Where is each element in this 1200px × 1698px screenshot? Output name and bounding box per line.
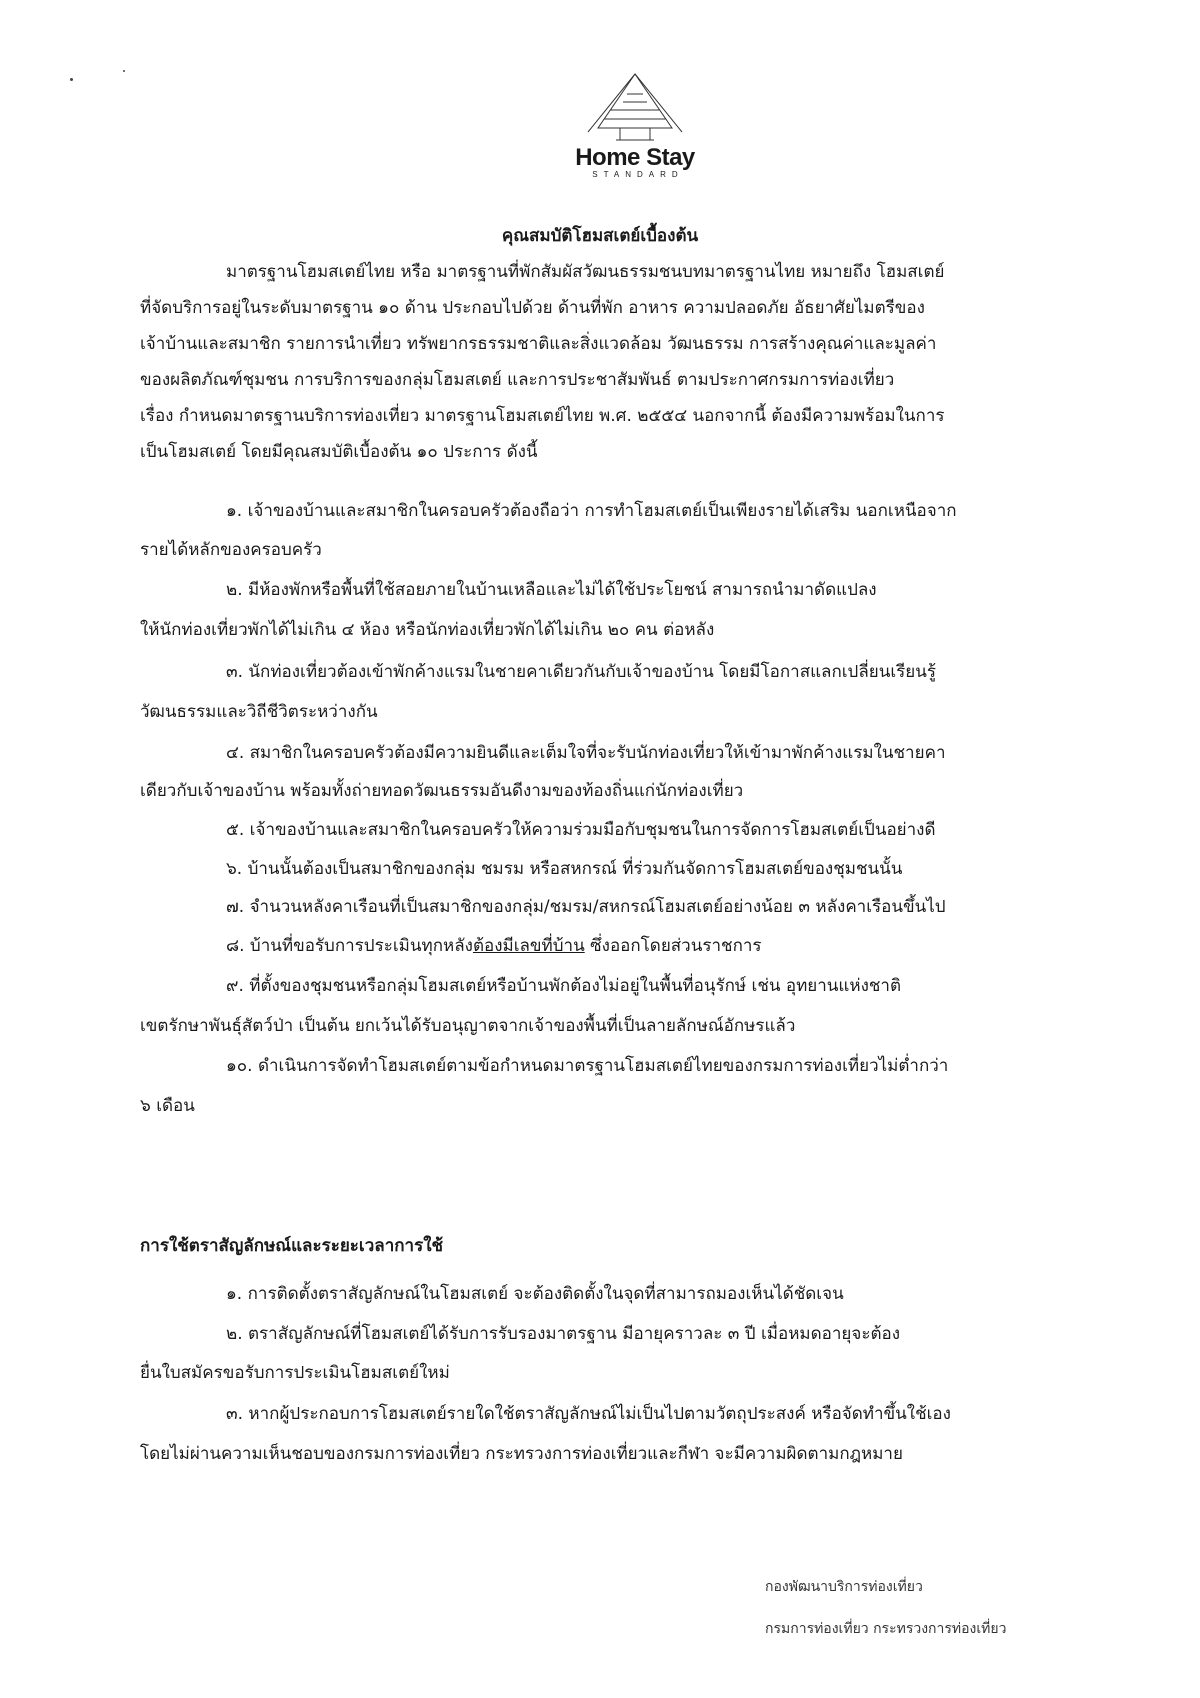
qualification-item-7: ๗. จำนวนหลังคาเรือนที่เป็นสมาชิกของกลุ่ม/ชมรม/สหกรณ์โฮมสเตย์อย่างน้อย ๓ หลังคาเรือนขึ้นไป	[226, 897, 946, 917]
qualification-item-2: ๒. มีห้องพักหรือพื้นที่ใช้สอยภายในบ้านเหลือและไม่ได้ใช้ประโยชน์ สามารถนำมาดัดแปลง	[226, 580, 877, 600]
intro-line: มาตรฐานโฮมสเตย์ไทย หรือ มาตรฐานที่พักสัมผัสวัฒนธรรมชนบทมาตรฐานไทย หมายถึง โฮมสเตย์	[226, 262, 945, 282]
qualification-item-5: ๕. เจ้าของบ้านและสมาชิกในครอบครัวให้ความร่วมมือกับชุมชนในการจัดการโฮมสเตย์เป็นอย่างดี	[226, 820, 936, 840]
emblem-rule-3-cont: โดยไม่ผ่านความเห็นชอบของกรมการท่องเที่ยว กระทรวงการท่องเที่ยวและกีฬา จะมีความผิดตามกฎหมาย	[140, 1444, 903, 1464]
emblem-rule-2-cont: ยื่นใบสมัครขอรับการประเมินโฮมสเตย์ใหม่	[140, 1363, 450, 1383]
logo-brand-text: Home Stay	[575, 144, 695, 171]
item-8-text: ๘. บ้านที่ขอรับการประเมินทุกหลัง	[226, 936, 473, 956]
qualification-item-8	[140, 928, 1088, 964]
qualification-item-1: ๑. เจ้าของบ้านและสมาชิกในครอบครัวต้องถือว่า การทำโฮมสเตย์เป็นเพียงรายได้เสริม นอกเหนือจาก	[226, 501, 957, 521]
homestay-standard-logo	[560, 72, 710, 179]
qualification-item-6: ๖. บ้านนั้นต้องเป็นสมาชิกของกลุ่ม ชมรม หรือสหกรณ์ ที่ร่วมกันจัดการโฮมสเตย์ของชุมชนนั้น	[226, 859, 903, 879]
signature-division: กองพัฒนาบริการท่องเที่ยว	[765, 1579, 923, 1595]
signature-department: กรมการท่องเที่ยว กระทรวงการท่องเที่ยว	[765, 1621, 1007, 1637]
logo-standard-text: STANDARD	[592, 170, 684, 179]
qualification-item-3: ๓. นักท่องเที่ยวต้องเข้าพักค้างแรมในชายคาเดียวกันกับเจ้าของบ้าน โดยมีโอกาสแลกเปลี่ยนเรียนรู้	[226, 662, 936, 682]
qualification-item-9: ๙. ที่ตั้งของชุมชนหรือกลุ่มโฮมสเตย์หรือบ้านพักต้องไม่อยู่ในพื้นที่อนุรักษ์ เช่น อุทยานแห่งชาติ	[226, 976, 902, 996]
scan-speck	[123, 70, 125, 72]
emblem-rule-3: ๓. หากผู้ประกอบการโฮมสเตย์รายใดใช้ตราสัญลักษณ์ไม่เป็นไปตามวัตถุประสงค์ หรือจัดทำขึ้นใช้เอง	[226, 1404, 951, 1424]
scan-speck	[70, 78, 73, 81]
qualification-item-10: ๑๐. ดำเนินการจัดทำโฮมสเตย์ตามข้อกำหนดมาตรฐานโฮมสเตย์ไทยของกรมการท่องเที่ยวไม่ต่ำกว่า	[226, 1056, 949, 1076]
intro-line: เป็นโฮมสเตย์ โดยมีคุณสมบัติเบื้องต้น ๑๐ ประการ ดังนี้	[140, 442, 538, 462]
qualification-item-10-cont: ๖ เดือน	[140, 1096, 195, 1116]
page-title: คุณสมบัติโฮมสเตย์เบื้องต้น	[501, 226, 699, 246]
section-heading: การใช้ตราสัญลักษณ์และระยะเวลาการใช้	[140, 1236, 444, 1256]
intro-paragraph	[140, 254, 1088, 470]
intro-line: เจ้าบ้านและสมาชิก รายการนำเที่ยว ทรัพยากรธรรมชาติและสิ่งแวดล้อม วัฒนธรรม การสร้างคุณค่าและมูลค่า	[140, 334, 937, 354]
qualification-item-3-cont: วัฒนธรรมและวิถีชีวิตระหว่างกัน	[140, 702, 378, 722]
thai-house-roof-icon	[580, 72, 690, 144]
intro-line: ที่จัดบริการอยู่ในระดับมาตรฐาน ๑๐ ด้าน ประกอบไปด้วย ด้านที่พัก อาหาร ความปลอดภัย อัธยาศัยไมตรีของ	[140, 298, 925, 318]
qualification-item-9-cont: เขตรักษาพันธุ์สัตว์ป่า เป็นต้น ยกเว้นได้รับอนุญาตจากเจ้าของพื้นที่เป็นลายลักษณ์อักษรแล้ว	[140, 1016, 796, 1036]
item-8-underlined-text: ต้องมีเลขที่บ้าน	[472, 936, 585, 956]
intro-line: เรื่อง กำหนดมาตรฐานบริการท่องเที่ยว มาตรฐานโฮมสเตย์ไทย พ.ศ. ๒๕๕๔ นอกจากนี้ ต้องมีความพร้อมในการ	[140, 406, 945, 426]
emblem-rule-2: ๒. ตราสัญลักษณ์ที่โฮมสเตย์ได้รับการรับรองมาตรฐาน มีอายุคราวละ ๓ ปี เมื่อหมดอายุจะต้อง	[226, 1324, 901, 1344]
item-8-text-end: ซึ่งออกโดยส่วนราชการ	[584, 936, 762, 956]
intro-line: ของผลิตภัณฑ์ชุมชน การบริการของกลุ่มโฮมสเตย์ และการประชาสัมพันธ์ ตามประกาศกรมการท่องเที่ยว	[140, 370, 895, 390]
qualification-item-4-cont: เดียวกับเจ้าของบ้าน พร้อมทั้งถ่ายทอดวัฒนธรรมอันดีงามของท้องถิ่นแก่นักท่องเที่ยว	[140, 781, 744, 801]
qualification-item-2-cont: ให้นักท่องเที่ยวพักได้ไม่เกิน ๔ ห้อง หรือนักท่องเที่ยวพักได้ไม่เกิน ๒๐ คน ต่อหลัง	[140, 620, 715, 640]
qualification-item-1-cont: รายได้หลักของครอบครัว	[140, 540, 322, 560]
emblem-rule-1: ๑. การติดตั้งตราสัญลักษณ์ในโฮมสเตย์ จะต้องติดตั้งในจุดที่สามารถมองเห็นได้ชัดเจน	[226, 1284, 844, 1304]
qualification-item-4: ๔. สมาชิกในครอบครัวต้องมีความยินดีและเต็มใจที่จะรับนักท่องเที่ยวให้เข้ามาพักค้างแรมในชายคา	[226, 743, 946, 763]
